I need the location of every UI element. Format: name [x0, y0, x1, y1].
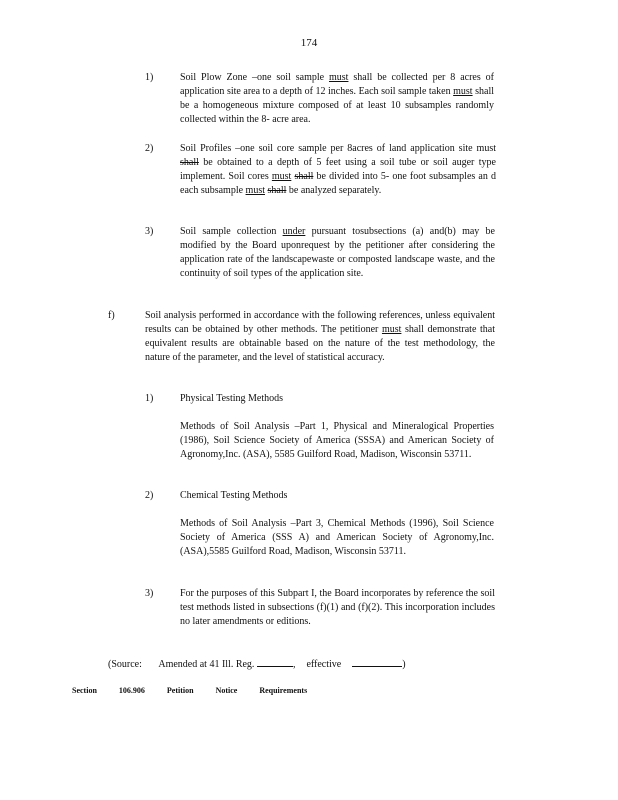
- item-3-number: 3): [145, 226, 154, 237]
- text-run: Soil Profiles –one soil core sample per 8acres of land application site must: [180, 143, 496, 154]
- method-2-text: Methods of Soil Analysis –Part 3, Chemical Methods (1996), Soil Science Society of America (SSS A) and American Society of Agronomy,Inc. (ASA),5585 Guilford Road, Madison, Wisconsin 53711.: [180, 518, 494, 557]
- source-close: ): [402, 659, 406, 670]
- section-word-1: Petition: [166, 686, 194, 695]
- item-f-text: [145, 309, 495, 365]
- text-run: Soil analysis performed in accordance with the following references, unless equivalent results can be obtained by other methods. The petitioner: [145, 310, 495, 335]
- page-number: 174: [300, 37, 318, 49]
- struck-deletion: shall: [180, 157, 199, 168]
- struck-deletion: shall: [294, 171, 314, 182]
- text-run: Soil sample collection: [180, 226, 283, 237]
- struck-deletion: shall: [267, 185, 287, 196]
- item-2-number: 2): [145, 143, 154, 154]
- source-amended: Amended at 41 Ill. Reg.: [158, 659, 255, 670]
- method-2-number: 2): [145, 490, 154, 501]
- item-2-text: [180, 142, 496, 198]
- text-run: shall be a homogeneous mixture composed of at least 10 subsamples randomly collected within the 8- acre area.: [180, 86, 494, 125]
- item-f-number: f): [108, 310, 115, 321]
- section-header: [72, 686, 327, 695]
- section-word-3: Requirements: [259, 686, 308, 695]
- method-1-number: 1): [145, 393, 154, 404]
- source-prefix: (Source:: [108, 659, 142, 670]
- text-run: shall be collected per 8 acres of application site area to a depth of 12 inches. Each soil sample taken: [180, 72, 494, 97]
- text-run: be analyzed separately.: [286, 185, 382, 196]
- text-run: be divided into 5- one foot subsamples an d each subsample: [180, 171, 496, 196]
- text-run: Soil Plow Zone –one soil sample: [180, 72, 329, 83]
- underlined-insertion: must: [453, 86, 473, 97]
- item-1-number: 1): [145, 72, 154, 83]
- source-note: [108, 656, 406, 672]
- underlined-insertion: must: [271, 171, 292, 182]
- source-comma: ,: [292, 659, 296, 670]
- source-effective: effective: [306, 659, 342, 670]
- register-blank: [257, 656, 293, 667]
- section-word-2: Notice: [215, 686, 238, 695]
- text-run: pursuant tosubsections (a) and(b) may be modified by the Board uponrequest by the petitioner after considering the application rate of the landscapewaste or composted landscape waste, and the continuity of soil types of the application site.: [180, 226, 495, 279]
- underlined-insertion: must: [245, 185, 265, 196]
- underlined-insertion: must: [381, 324, 402, 335]
- method-1-text: Methods of Soil Analysis –Part 1, Physical and Mineralogical Properties (1986), Soil Science Society of America (SSSA) and American Society of Agronomy,Inc. (ASA), 5585 Guilford Road, Madison, Wisconsin 53711.: [180, 421, 494, 460]
- effective-date-blank: [352, 656, 402, 667]
- item-3-incorp-number: 3): [145, 588, 154, 599]
- underlined-insertion: must: [329, 72, 349, 83]
- section-number: 106.906: [118, 686, 145, 695]
- text-run: be obtained to a depth of 5 feet using a soil tube or soil auger type implement. Soil cores: [180, 157, 496, 182]
- item-1-text: [180, 71, 494, 127]
- item-3-text: [180, 225, 495, 281]
- underlined-insertion: under: [282, 226, 306, 237]
- text-run: shall demonstrate that equivalent results are obtainable based on the nature of the test methodology, the nature of the parameter, and the level of statistical accuracy.: [145, 324, 495, 363]
- incorporation-text: For the purposes of this Subpart I, the Board incorporates by reference the soil test methods listed in subsections (f)(1) and (f)(2). This incorporation includes no later amendments or editions.: [180, 588, 495, 627]
- section-label: Section: [72, 686, 97, 695]
- method-1-title: Physical Testing Methods: [180, 393, 284, 404]
- method-2-title: Chemical Testing Methods: [180, 490, 288, 501]
